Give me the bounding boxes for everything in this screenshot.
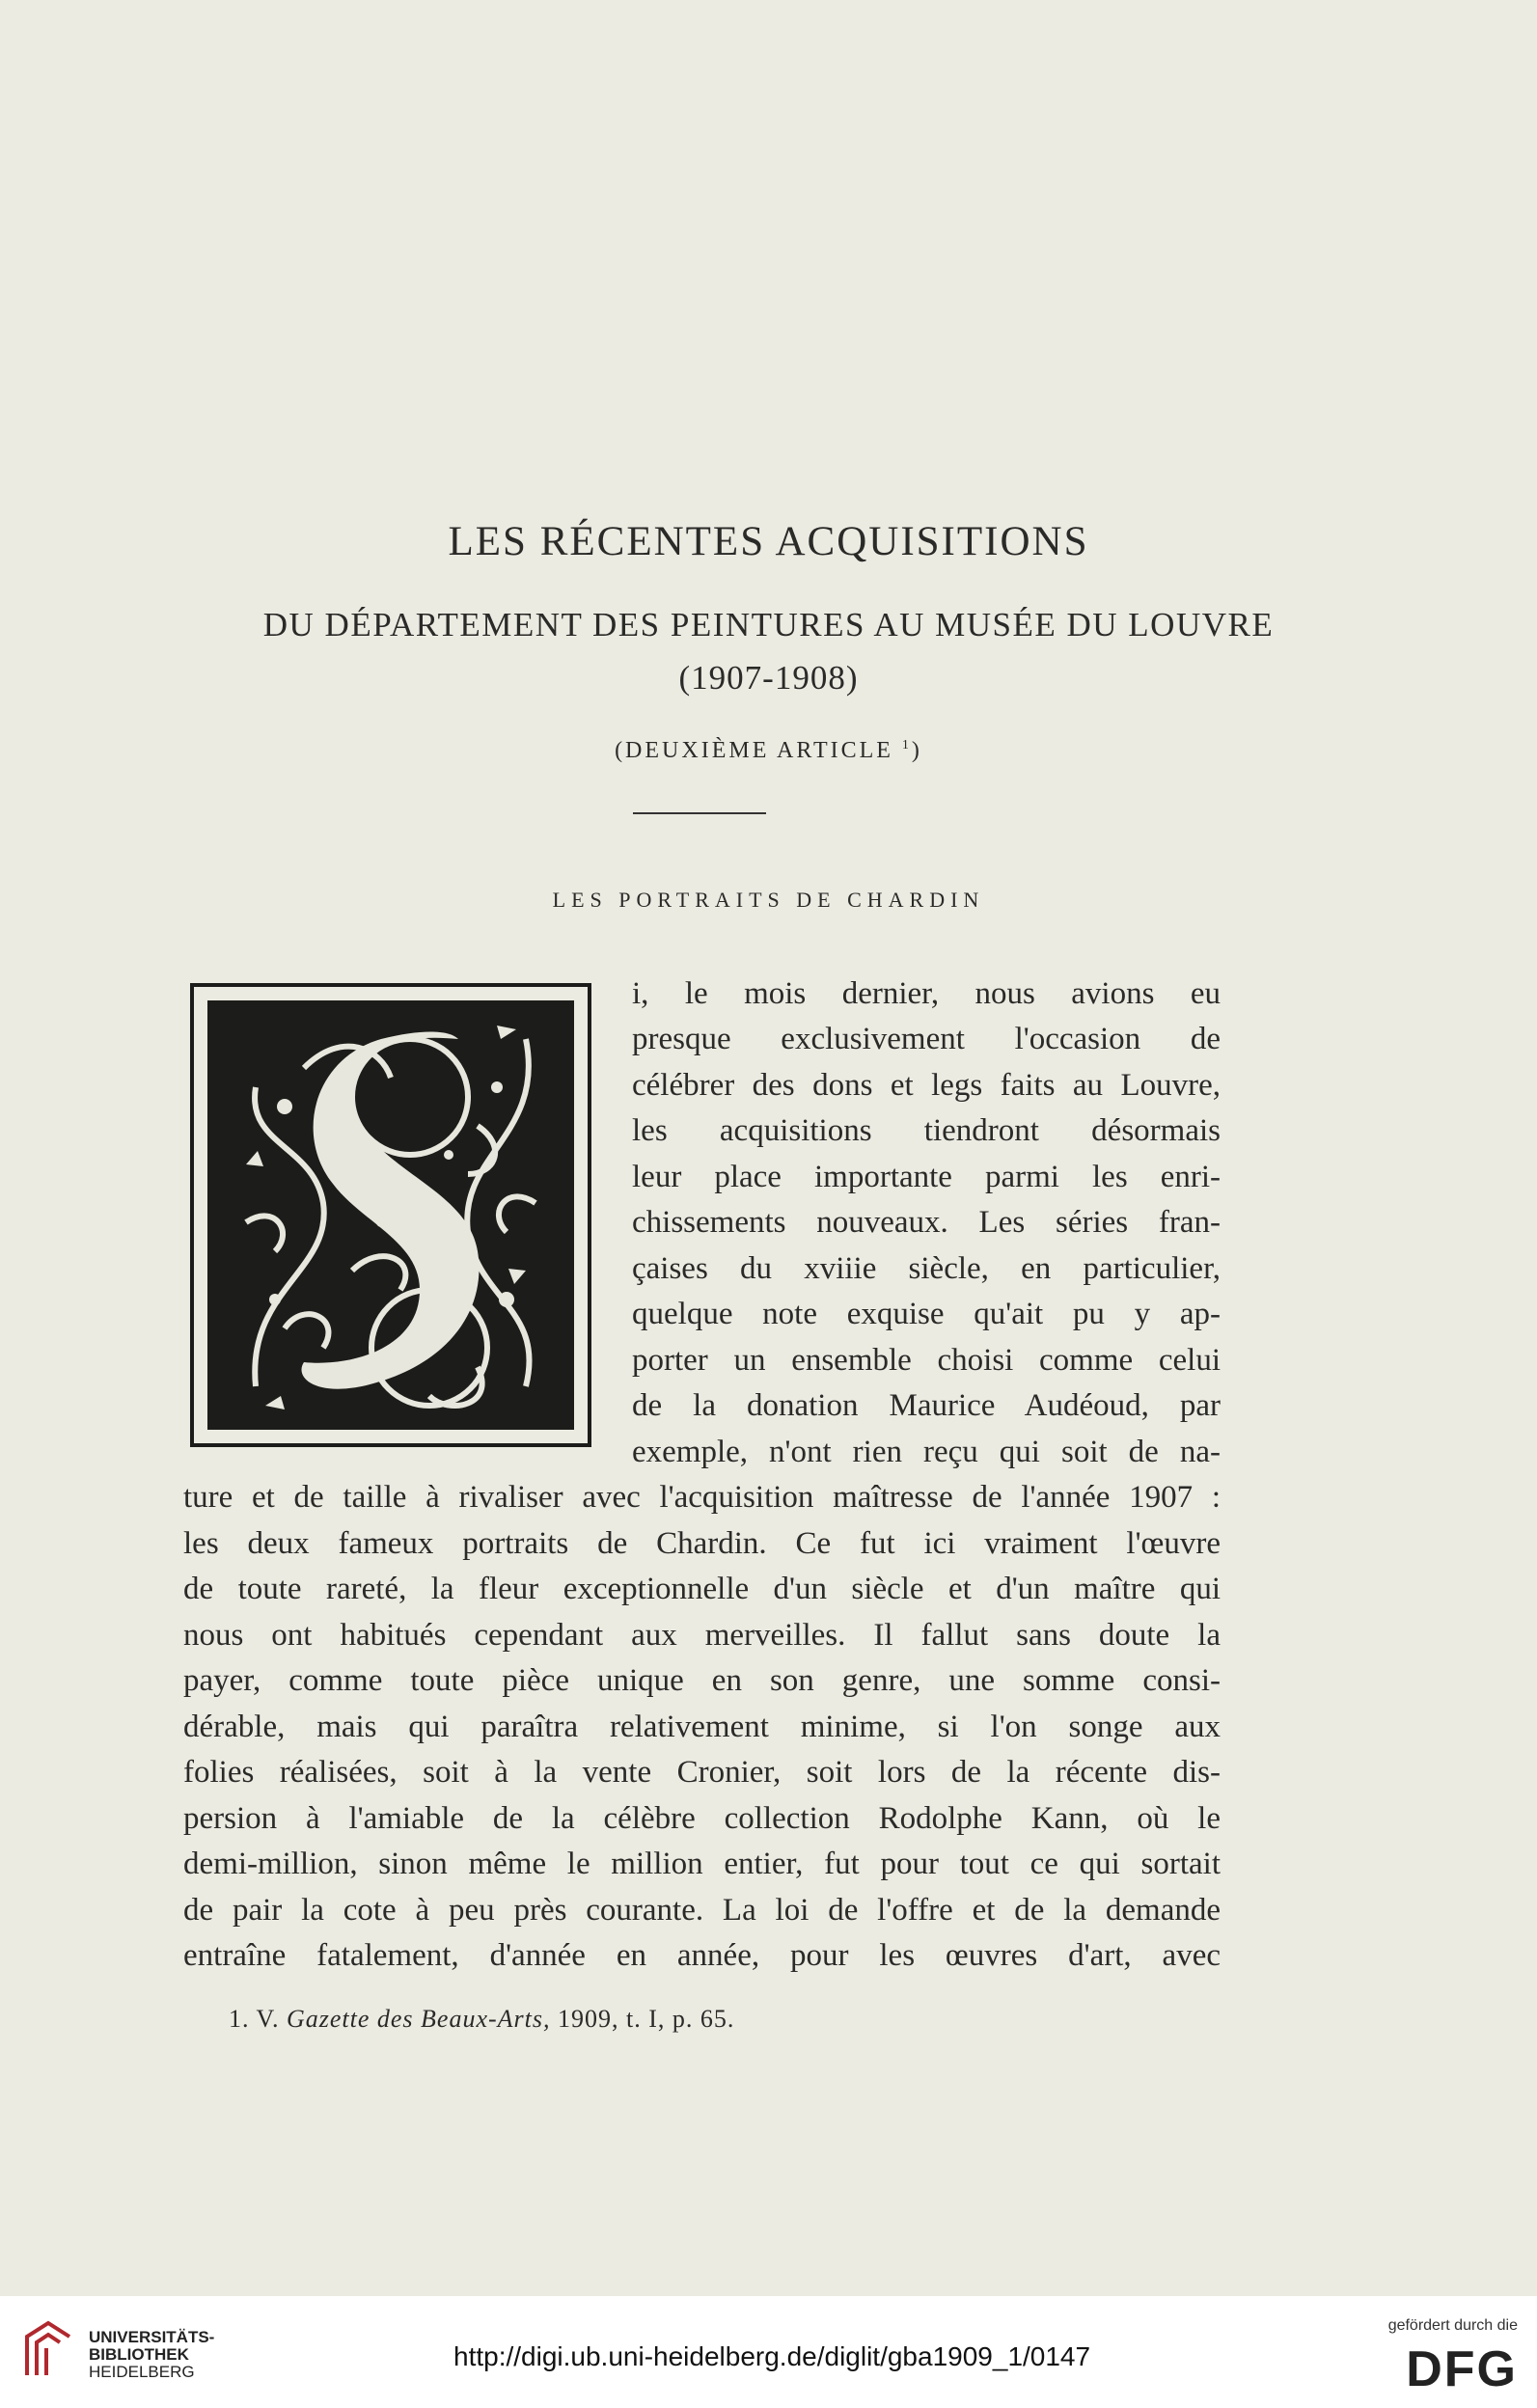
footnote-prefix: 1. V. [229,2005,287,2033]
article-years: (1907-1908) [678,659,859,697]
body-line: çaises du xviiie siècle, en particulier, [632,1251,1221,1286]
body-line: ture et de taille à rivaliser avec l'acquisition maîtresse de l'année 1907 : [183,1480,1221,1515]
body-line: nous ont habitués cependant aux merveilles. Il fallut sans doute la [183,1618,1221,1653]
library-name-line2: BIBLIOTHEK [89,2345,189,2364]
library-name-line1: UNIVERSITÄTS- [89,2328,215,2346]
permalink-url[interactable]: http://digi.ub.uni-heidelberg.de/diglit/gba1909_1/0147 [453,2341,1091,2371]
article-number-text: (DEUXIÈME ARTICLE [615,738,893,763]
library-name-line3: HEIDELBERG [89,2363,195,2381]
section-heading: LES PORTRAITS DE CHARDIN [552,888,985,912]
body-line: de pair la cote à peu près courante. La loi de l'offre et de la demande [183,1893,1221,1928]
body-line: demi-million, sinon même le million entier, fut pour tout ce qui sortait [183,1847,1221,1881]
library-name [89,2329,214,2381]
body-line: de la donation Maurice Audéoud, par [632,1388,1221,1423]
body-line: folies réalisées, soit à la vente Cronier, soit lors de la récente dis- [183,1755,1221,1790]
article-number [0,738,1537,764]
body-line: chissements nouveaux. Les séries fran- [632,1205,1221,1240]
article-number-close: ) [911,738,922,763]
ornamental-dropcap-s [188,981,593,1449]
body-line: les acquisitions tiendront désormais [632,1113,1221,1148]
article-title: LES RÉCENTES ACQUISITIONS [448,519,1089,564]
funding-label: gefördert durch die [1387,2317,1518,2334]
body-line: les deux fameux portraits de Chardin. Ce fut ici vraiment l'œuvre [183,1526,1221,1561]
footer-bar [0,2296,1537,2408]
body-line: porter un ensemble choisi comme celui [632,1343,1221,1378]
body-line: de toute rareté, la fleur exceptionnelle d'un siècle et d'un maître qui [183,1572,1221,1606]
footnote-source: Gazette des Beaux-Arts, [286,2005,551,2033]
body-line: leur place importante parmi les enri- [632,1160,1221,1194]
footnote [229,2005,734,2034]
body-line: presque exclusivement l'occasion de [632,1022,1221,1056]
body-line: entraîne fatalement, d'année en année, pour les œuvres d'art, avec [183,1938,1221,1973]
body-line: dérable, mais qui paraîtra relativement minime, si l'on songe aux [183,1710,1221,1744]
body-line: quelque note exquise qu'ait pu y ap- [632,1297,1221,1331]
dfg-logo: DFG [1406,2341,1518,2397]
library-logo-icon [19,2317,77,2385]
body-line: exemple, n'ont rien reçu qui soit de na- [632,1435,1221,1469]
body-line: persion à l'amiable de la célèbre collection Rodolphe Kann, où le [183,1801,1221,1836]
body-line: célébrer des dons et legs faits au Louvre, [632,1068,1221,1103]
body-line: i, le mois dernier, nous avions eu [632,976,1221,1011]
footnote-ref: 1 [901,738,912,752]
article-subtitle: DU DÉPARTEMENT DES PEINTURES AU MUSÉE DU LOUVRE [262,606,1275,643]
title-divider [633,812,766,814]
footnote-suffix: 1909, t. I, p. 65. [550,2005,735,2033]
body-line: payer, comme toute pièce unique en son genre, une somme consi- [183,1663,1221,1698]
